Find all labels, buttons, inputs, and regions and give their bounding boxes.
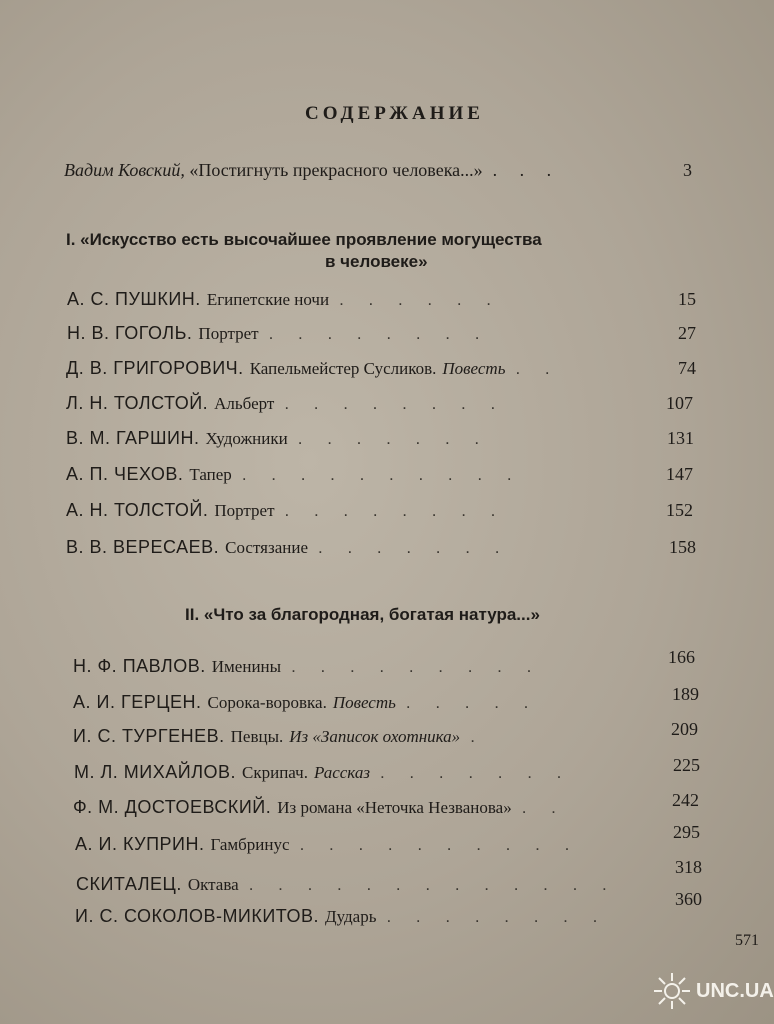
entry-work: Дударь xyxy=(325,907,377,926)
footer-page-number: 571 xyxy=(735,932,759,949)
entry-work: Капельмейстер Сусликов. xyxy=(249,359,437,378)
entry-author: И. С. ТУРГЕНЕВ. xyxy=(73,726,225,746)
entry-leader: . . . . . . . . xyxy=(268,324,490,343)
entry-note: Повесть xyxy=(332,693,396,712)
entry-author: А. П. ЧЕХОВ. xyxy=(66,464,184,484)
list-item xyxy=(73,790,699,823)
entry-author: А. И. КУПРИН. xyxy=(75,834,205,854)
entry-work: Октава xyxy=(187,875,239,894)
list-item xyxy=(75,889,702,932)
list-item xyxy=(75,822,700,860)
intro-leader: . . . xyxy=(492,160,561,180)
list-item xyxy=(66,500,693,526)
entry-work: Альберт xyxy=(214,394,275,413)
entry-author: И. С. СОКОЛОВ-МИКИТОВ. xyxy=(75,906,319,926)
entry-leader: . . . . . . . . xyxy=(386,907,608,926)
unc-logo-icon xyxy=(650,969,694,1013)
entry-work: Гамбринус xyxy=(210,835,290,854)
entry-work: Состязание xyxy=(225,538,309,557)
entry-leader: . . . . . . . xyxy=(297,429,490,448)
entry-leader: . xyxy=(470,727,485,746)
entry-author: Н. В. ГОГОЛЬ. xyxy=(67,323,193,343)
entry-page-number: 158 xyxy=(669,537,696,557)
entry-leader: . . . . . . . xyxy=(318,538,510,557)
entry-leader: . . xyxy=(521,798,566,817)
entry-author: СКИТАЛЕЦ. xyxy=(76,874,182,894)
entry-leader: . . . . . . . . . . . . . xyxy=(248,875,617,894)
entry-work: Именины xyxy=(211,657,282,676)
entry-note: Повесть xyxy=(442,359,506,378)
entry-work: Портрет xyxy=(214,501,275,520)
entry-work: Сорока-воровка. xyxy=(207,693,327,712)
list-item xyxy=(66,464,693,490)
entry-page-number: 131 xyxy=(667,428,694,448)
entry-work: Египетские ночи xyxy=(206,290,330,309)
entry-leader: . . . . . . . . . xyxy=(291,657,542,676)
list-item xyxy=(73,719,698,752)
list-item xyxy=(66,537,696,563)
entry-leader: . . xyxy=(515,359,560,378)
entry-work: Из романа «Неточка Незванова» xyxy=(277,798,512,817)
entry-author: В. М. ГАРШИН. xyxy=(66,428,200,448)
entry-author: Н. Ф. ПАВЛОВ. xyxy=(73,656,206,676)
entry-leader: . . . . . . xyxy=(339,290,502,309)
entry-page-number: 147 xyxy=(666,464,693,484)
entry-leader: . . . . . . . . . . xyxy=(241,465,522,484)
list-item xyxy=(73,684,699,718)
entry-work: Скрипач. xyxy=(242,763,308,782)
entry-page-number: 107 xyxy=(666,393,693,413)
list-item xyxy=(66,428,694,454)
entry-page-number: 295 xyxy=(673,822,700,842)
entry-author: М. Л. МИХАЙЛОВ. xyxy=(74,762,237,782)
entry-author: А. Н. ТОЛСТОЙ. xyxy=(66,500,209,520)
entry-author: Л. Н. ТОЛСТОЙ. xyxy=(66,393,209,413)
entry-page-number: 360 xyxy=(675,889,702,909)
entry-note: Рассказ xyxy=(313,763,370,782)
intro-work: «Постигнуть прекрасного человека...» xyxy=(184,160,483,180)
entry-page-number: 242 xyxy=(672,790,699,810)
entry-leader: . . . . . . . . . . xyxy=(299,835,580,854)
entry-work: Тапер xyxy=(189,465,232,484)
entry-page-number: 189 xyxy=(672,684,699,704)
section-2-heading: II. «Что за благородная, богатая натура...» xyxy=(185,605,540,624)
list-item xyxy=(67,323,696,349)
entry-author: А. С. ПУШКИН. xyxy=(67,289,201,309)
entry-author: Д. В. ГРИГОРОВИЧ. xyxy=(66,358,244,378)
list-item xyxy=(73,647,695,682)
entry-leader: . . . . . . . . xyxy=(284,394,506,413)
entry-work: Портрет xyxy=(198,324,259,343)
entry-page-number: 74 xyxy=(678,358,696,378)
list-item xyxy=(67,289,696,315)
entry-author: А. И. ГЕРЦЕН. xyxy=(73,692,202,712)
entry-page-number: 166 xyxy=(668,647,695,667)
entry-author: В. В. ВЕРЕСАЕВ. xyxy=(66,537,220,557)
page-title: СОДЕРЖАНИЕ xyxy=(305,103,484,124)
list-item xyxy=(74,755,700,788)
intro-page-number: 3 xyxy=(683,160,692,180)
entry-page-number: 15 xyxy=(678,289,696,309)
list-item xyxy=(66,393,693,419)
entry-page-number: 27 xyxy=(678,323,696,343)
section-1-heading-cont: в человеке» xyxy=(325,252,428,271)
watermark xyxy=(650,966,774,1016)
intro-entry xyxy=(64,160,704,181)
list-item xyxy=(66,358,696,384)
entry-page-number: 225 xyxy=(673,755,700,775)
entry-work: Певцы. xyxy=(230,727,284,746)
watermark-text: UNC.UA xyxy=(696,979,774,1002)
entry-author: Ф. М. ДОСТОЕВСКИЙ. xyxy=(73,797,272,817)
entry-page-number: 318 xyxy=(675,857,702,877)
intro-author: Вадим Ковский, xyxy=(64,160,185,180)
entry-work: Художники xyxy=(205,429,288,448)
entry-leader: . . . . . . . xyxy=(379,763,572,782)
section-1-heading: I. «Искусство есть высочайшее проявление могущества xyxy=(66,230,542,249)
entry-leader: . . . . . . . . xyxy=(284,501,506,520)
entry-page-number: 209 xyxy=(671,719,698,739)
entry-note: Из «Записок охотника» xyxy=(289,727,461,746)
entry-leader: . . . . . xyxy=(405,693,539,712)
entry-page-number: 152 xyxy=(666,500,693,520)
